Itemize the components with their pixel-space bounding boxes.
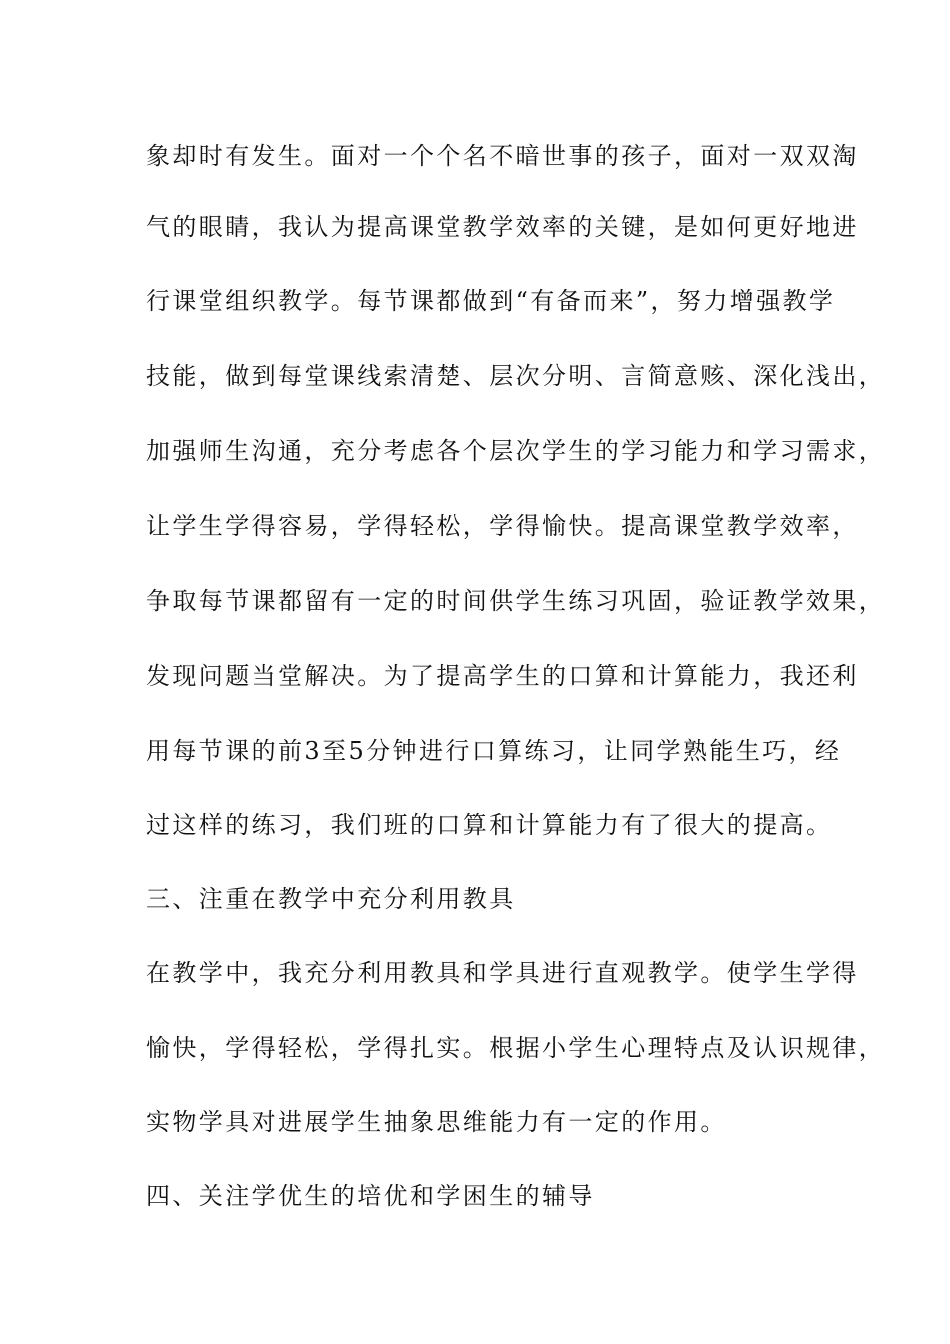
section-heading: 四、关注学优生的培优和学困生的辅导 [146,1182,595,1210]
paragraph-line: 实物学具对进展学生抽象思维能力有一定的作用。 [146,1108,727,1136]
paragraph-line: 在教学中，我充分利用教具和学具进行直观教学。使学生学得 [146,959,859,987]
paragraph-line: 行课堂组织教学。每节课都做到“有备而来”，努力增强教学 [146,287,836,315]
paragraph-line: 争取每节课都留有一定的时间供学生练习巩固，验证教学效果， [146,587,886,615]
paragraph-line: 愉快，学得轻松，学得扎实。根据小学生心理特点及认识规律， [146,1034,886,1062]
paragraph-line: 发现问题当堂解决。为了提高学生的口算和计算能力，我还利 [146,662,859,690]
paragraph-line: 过这样的练习，我们班的口算和计算能力有了很大的提高。 [146,811,833,839]
paragraph-line: 加强师生沟通，充分考虑各个层次学生的学习能力和学习需求， [146,437,886,465]
paragraph-line: 用每节课的前3至5分钟进行口算练习，让同学熟能生巧，经 [146,737,842,765]
paragraph-line: 技能，做到每堂课线索清楚、层次分明、言简意赅、深化浅出， [146,362,886,390]
paragraph-line: 气的眼睛，我认为提高课堂教学效率的关键，是如何更好地进 [146,213,859,241]
section-heading: 三、注重在教学中充分利用教具 [146,885,516,913]
paragraph-line: 让学生学得容易，学得轻松，学得愉快。提高课堂教学效率， [146,512,859,540]
paragraph-line: 象却时有发生。面对一个个名不暗世事的孩子，面对一双双淘 [146,142,859,170]
